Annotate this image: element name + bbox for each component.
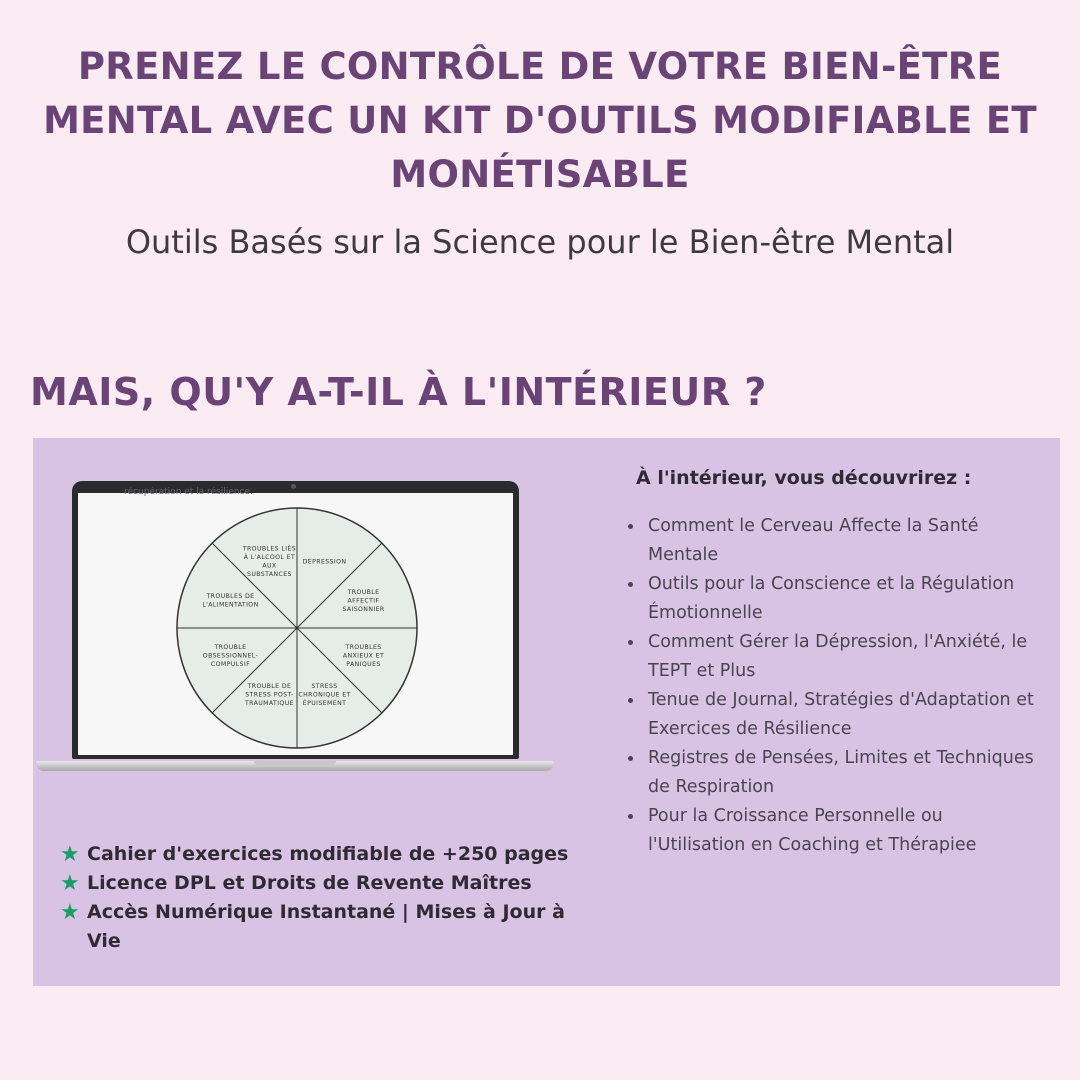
subtitle: Outils Basés sur la Science pour le Bien-être Mental [125, 223, 955, 261]
wheel-segment-label: STRESS [311, 683, 338, 691]
wheel-segment-label: STRESS POST- [245, 691, 294, 699]
mental-health-wheel [78, 493, 513, 755]
feature-list [60, 840, 600, 956]
inside-list [636, 512, 1036, 860]
wheel-segment-label: OBSESSIONNEL- [202, 652, 259, 660]
wheel-segment-label: TROUBLES DE [206, 593, 255, 601]
wheel-segment-label: DÉPRESSION [302, 558, 347, 566]
list-item: Registres de Pensées, Limites et Techniques de Respiration [636, 744, 1036, 802]
star-icon: ★ [60, 842, 80, 867]
wheel-segment-label: PANIQUES [346, 661, 381, 669]
camera-icon [291, 484, 296, 489]
wheel-segment-label: TROUBLES [345, 644, 382, 652]
inside-column [636, 462, 1036, 860]
laptop-screen [78, 487, 513, 755]
list-item: Outils pour la Conscience et la Régulation Émotionnelle [636, 570, 1036, 628]
star-icon: ★ [60, 871, 80, 896]
wheel-segment-label: ANXIEUX ET [342, 652, 385, 660]
laptop-mockup [36, 478, 556, 778]
headline-line-2: MENTAL AVEC UN KIT D'OUTILS MODIFIABLE ET [43, 99, 1037, 142]
wheel-segment-label: TROUBLE [347, 588, 380, 596]
list-item: Comment Gérer la Dépression, l'Anxiété, le TEPT et Plus [636, 628, 1036, 686]
headline-line-3: MONÉTISABLE [390, 153, 690, 196]
wheel-segment-label: SUBSTANCES [247, 571, 292, 579]
wheel-segment-label: TRAUMATIQUE [244, 700, 294, 708]
inside-heading: À l'intérieur, vous découvrirez : [636, 467, 972, 489]
wheel-segment-label: COMPULSIF [210, 661, 251, 669]
wheel-segment-label: AFFECTIF [347, 597, 380, 605]
wheel-segment-label: L'ALIMENTATION [202, 601, 259, 609]
wheel-segment-label: AUX [262, 562, 277, 570]
laptop-screen-frame [72, 481, 519, 759]
wheel-segment-label: ÉPUISEMENT [302, 700, 347, 708]
wheel-segment-label: TROUBLE [214, 644, 247, 652]
wheel-segment-label: TROUBLES LIÉS [242, 545, 297, 553]
feature-label: Accès Numérique Instantané | Mises à Jour à Vie [87, 901, 565, 952]
wheel-segment-label: CHRONIQUE ET [298, 691, 351, 699]
list-item: Comment le Cerveau Affecte la Santé Mentale [636, 512, 1036, 570]
headline [40, 40, 1040, 202]
feature-item [60, 898, 600, 956]
screen-cut-text: récupération et la résilience. [124, 487, 253, 497]
headline-line-1: PRENEZ LE CONTRÔLE DE VOTRE BIEN-ÊTRE [77, 45, 1003, 88]
feature-item [60, 840, 600, 869]
section-title: MAIS, QU'Y A-T-IL À L'INTÉRIEUR ? [30, 370, 767, 414]
list-item: Pour la Croissance Personnelle ou l'Utilisation en Coaching et Thérapiee [636, 802, 1036, 860]
wheel-segment-label: TROUBLE DE [247, 683, 292, 691]
star-icon: ★ [60, 900, 80, 925]
wheel-segment-label: À L'ALCOOL ET [243, 554, 296, 562]
feature-label: Licence DPL et Droits de Revente Maîtres [87, 872, 532, 894]
feature-label: Cahier d'exercices modifiable de +250 pages [87, 843, 569, 865]
list-item: Tenue de Journal, Stratégies d'Adaptation et Exercices de Résilience [636, 686, 1036, 744]
laptop-notch [254, 761, 336, 765]
feature-item [60, 869, 600, 898]
wheel-segment-label: SAISONNIER [342, 605, 385, 613]
